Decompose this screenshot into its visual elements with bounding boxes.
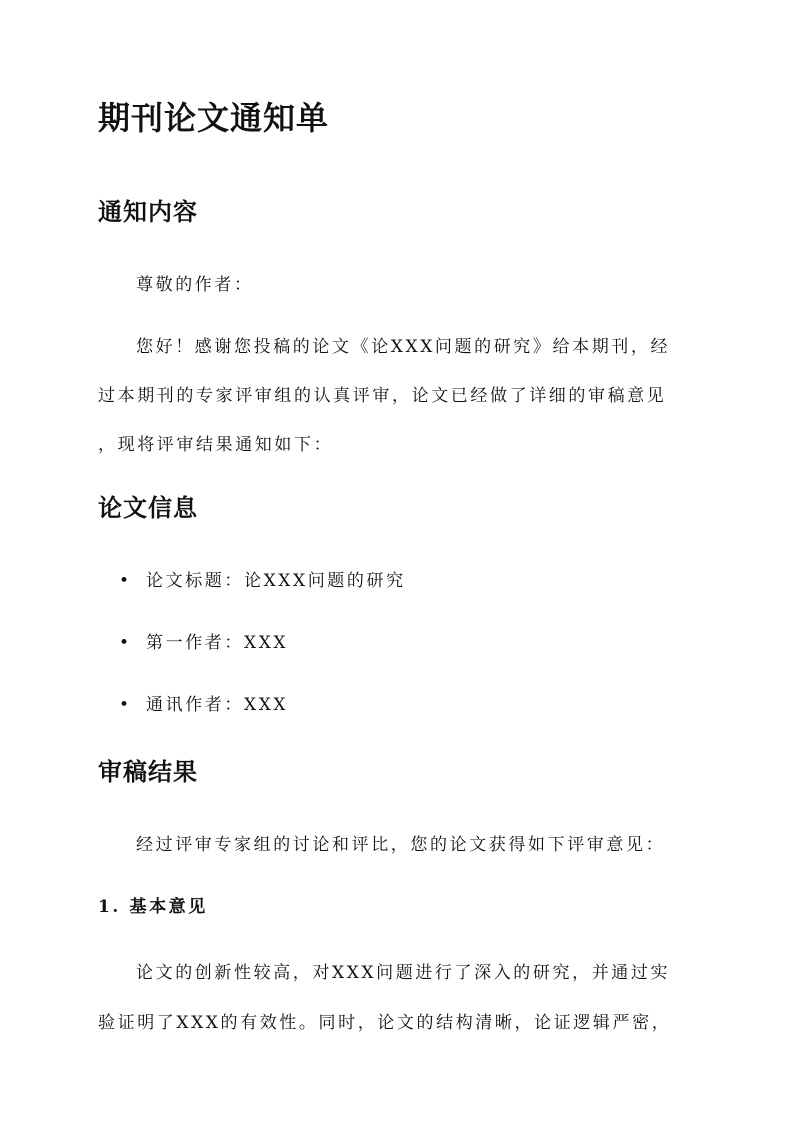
greeting: 尊敬的作者： <box>136 275 254 295</box>
list-item-paper-title: 论文标题：论XXX问题的研究 <box>146 571 406 591</box>
list-item-first-author: 第一作者：XXX <box>146 633 289 653</box>
sub-heading-basic-opinion: 1. 基本意见 <box>98 897 208 917</box>
section-heading-review-result: 审稿结果 <box>98 757 198 786</box>
bullet-icon: • <box>119 633 130 653</box>
paragraph-line: ，现将评审结果通知如下： <box>98 435 334 455</box>
list-item-corresponding-author: 通讯作者：XXX <box>146 695 289 715</box>
paragraph-line: 论文的创新性较高，对XXX问题进行了深入的研究，并通过实 <box>136 963 671 983</box>
paragraph-line: 过本期刊的专家评审组的认真评审，论文已经做了详细的审稿意见 <box>98 386 667 406</box>
review-intro: 经过评审专家组的讨论和评比，您的论文获得如下评审意见： <box>136 835 666 855</box>
bullet-icon: • <box>119 571 130 591</box>
paragraph-line: 验证明了XXX的有效性。同时，论文的结构清晰，论证逻辑严密， <box>98 1013 672 1033</box>
section-heading-notice: 通知内容 <box>98 197 198 226</box>
section-heading-paper-info: 论文信息 <box>98 493 198 522</box>
paragraph-line: 您好！感谢您投稿的论文《论XXX问题的研究》给本期刊，经 <box>136 337 671 357</box>
document-title: 期刊论文通知单 <box>98 99 330 137</box>
bullet-icon: • <box>119 695 130 715</box>
